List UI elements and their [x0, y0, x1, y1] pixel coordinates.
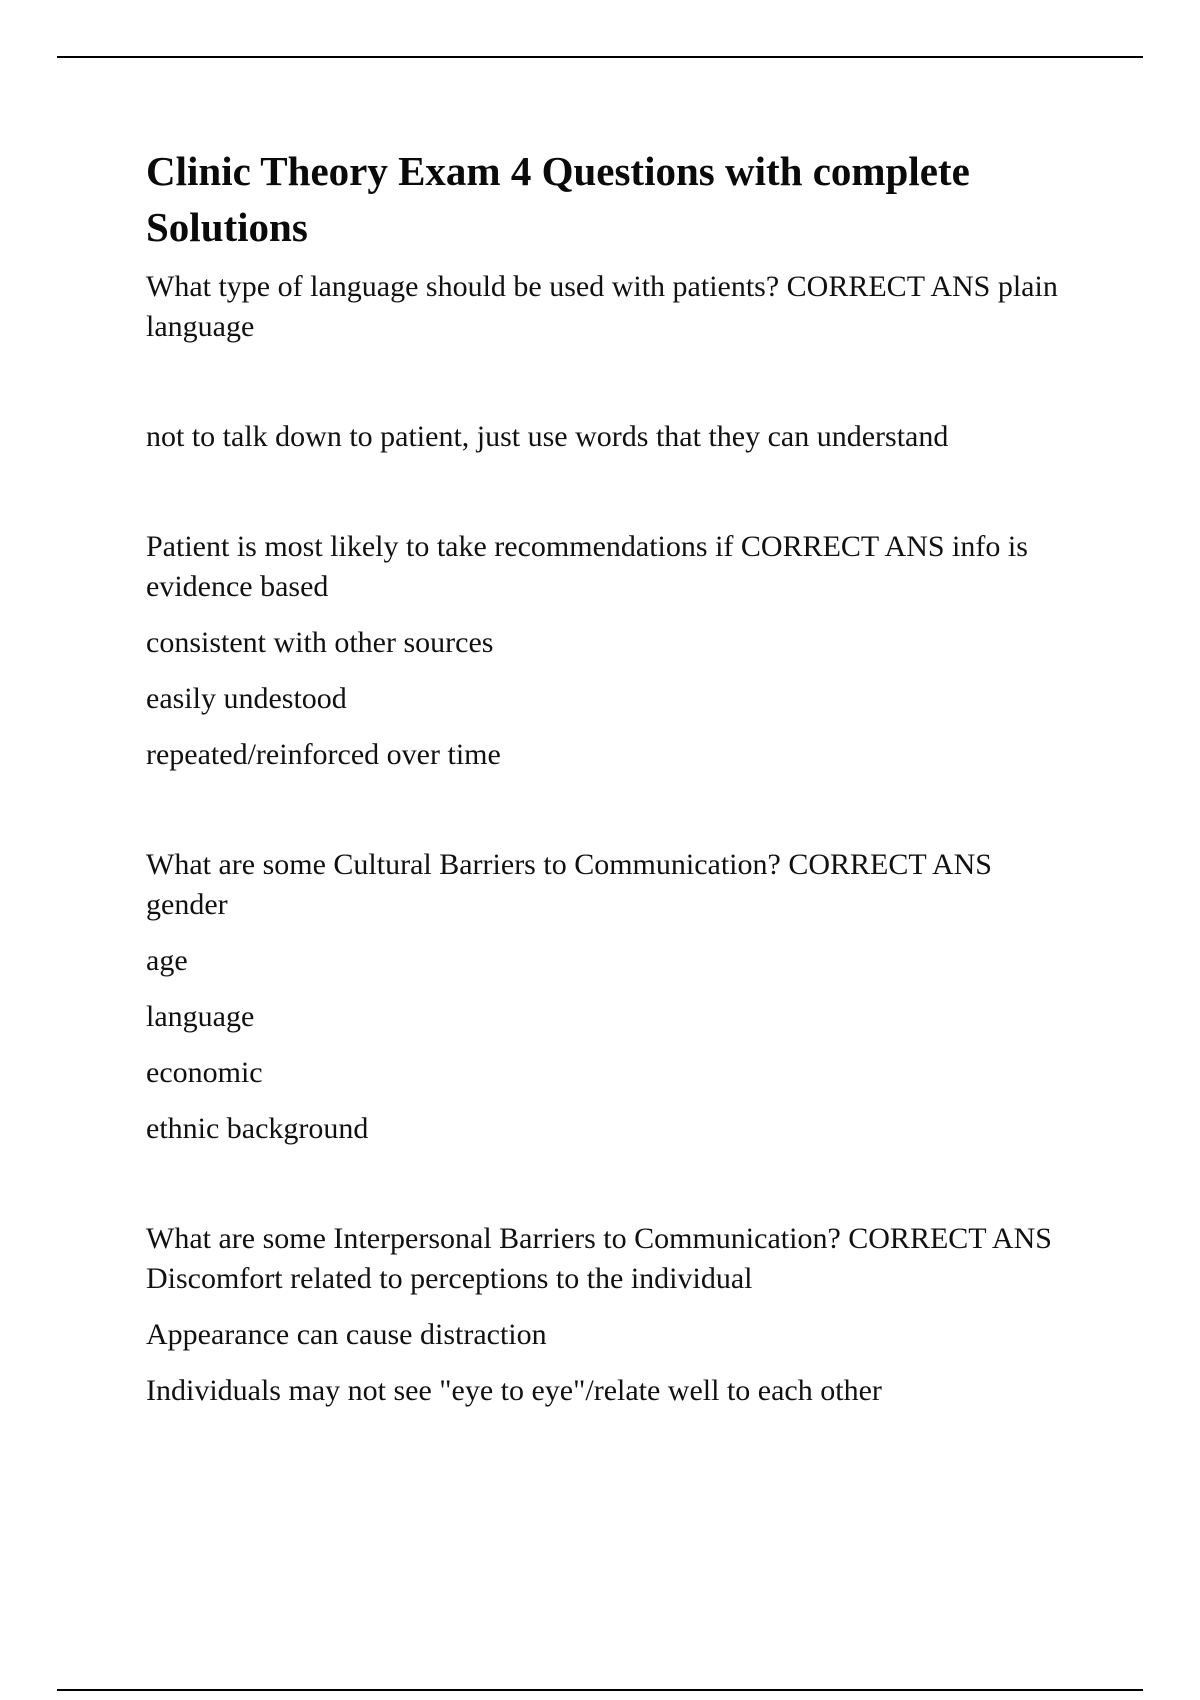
answer-2-item: consistent with other sources	[146, 626, 494, 659]
answer-3-item: age	[146, 944, 188, 977]
question-4: What are some Interpersonal Barriers to Communication? CORRECT ANS Discomfort related to perceptions to the individual	[146, 1222, 1052, 1295]
answer-2-item: repeated/reinforced over time	[146, 738, 501, 771]
answer-1-detail: not to talk down to patient, just use words that they can understand	[146, 420, 949, 453]
answer-2-item: easily undestood	[146, 682, 347, 715]
answer-4-item: Appearance can cause distraction	[146, 1318, 547, 1351]
answer-3-item: ethnic background	[146, 1112, 369, 1145]
top-rule	[57, 56, 1143, 58]
question-3: What are some Cultural Barriers to Communication? CORRECT ANS gender	[146, 848, 992, 921]
question-2: Patient is most likely to take recommendations if CORRECT ANS info is evidence based	[146, 530, 1028, 603]
document-title: Clinic Theory Exam 4 Questions with complete Solutions	[146, 148, 970, 250]
document-body	[146, 143, 1076, 1411]
answer-3-item: language	[146, 1000, 255, 1033]
bottom-rule	[57, 1689, 1143, 1691]
answer-3-item: economic	[146, 1056, 263, 1089]
question-1: What type of language should be used with patients? CORRECT ANS plain language	[146, 270, 1058, 343]
answer-4-item: Individuals may not see "eye to eye"/relate well to each other	[146, 1374, 882, 1407]
